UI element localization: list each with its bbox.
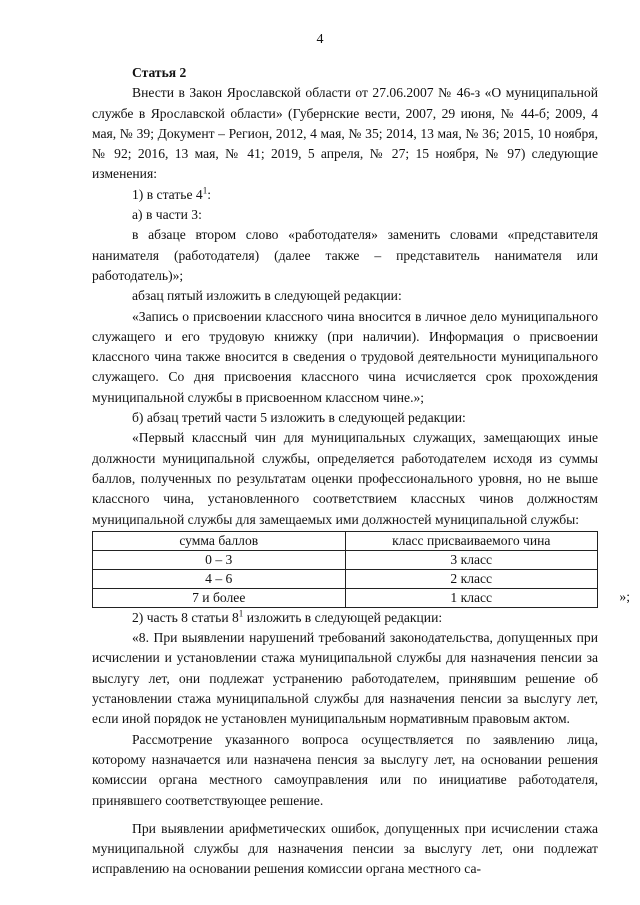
item-2-sup: 1	[238, 608, 244, 619]
paragraph-arithmetic: При выявлении арифметических ошибок, допущенных при исчислении стажа муниципальной службы для назначения пенсии за выслугу лет, они подлежат исправлению на основании решения комиссии органа местного са-	[92, 820, 598, 877]
score-table	[92, 531, 598, 608]
paragraph-first-class: «Первый классный чин для муниципальных служащих, замещающих иные должности муниципальной службы, определяется работодателем исходя из суммы баллов, полученных по результатам оценки профессионального уровня, но не выше классного чина, установленного соответствием классных чинов должностям муниципальной службы для замещаемых ими должностей муниципальной службы:	[92, 430, 598, 527]
table-header-class: класс присваиваемого чина	[345, 531, 598, 550]
item-1-tail: :	[207, 186, 212, 202]
item-2	[92, 608, 598, 628]
table-row	[93, 569, 598, 588]
table-cell-score: 7 и более	[93, 588, 346, 607]
item-1-text: 1) в статье 4	[132, 186, 203, 202]
table-cell-score: 0 – 3	[93, 550, 346, 569]
item-1a: а) в части 3:	[132, 207, 202, 223]
table-cell-class: 3 класс	[345, 550, 598, 569]
paragraph-abzac-2: в абзаце втором слово «работодателя» заменить словами «представителя нанимателя (работодателя) (далее также – представитель нанимателя или работодатель)»;	[92, 227, 598, 283]
item-1	[92, 185, 598, 205]
table-row	[93, 588, 598, 607]
item-2-text: 2) часть 8 статьи 8	[132, 609, 239, 625]
document-body	[92, 63, 630, 880]
paragraph-part-8: «8. При выявлении нарушений требований законодательства, допущенных при исчислении и установлении стажа муниципальной службы для назначения пенсии за выслугу лет, они подлежат устранению работодателем, принявшим решение об установлении стажа муниципальной службы для назначения пенсии за выслугу лет, если иной порядок не установлен муниципальным нормативным правовым актом.	[92, 630, 598, 727]
table-cell-class: 2 класс	[345, 569, 598, 588]
table-header-score: сумма баллов	[93, 531, 346, 550]
article-intro: Внести в Закон Ярославской области от 27.06.2007 № 46-з «О муниципальной службе в Ярославской области» (Губернские вести, 2007, 29 июня, № 44-б; 2009, 4 мая, № 39; Документ – Регион, 2012, 4 мая, № 35; 2014, 13 мая, № 36; 2015, 10 ноября, № 92; 2016, 13 мая, № 41; 2019, 5 апреля, № 27; 15 ноября, № 97) следующие изменения:	[92, 85, 598, 182]
table-cell-class: 1 класс	[345, 588, 598, 607]
table-cell-score: 4 – 6	[93, 569, 346, 588]
paragraph-gap	[92, 811, 598, 819]
item-1b: б) абзац третий части 5 изложить в следующей редакции:	[132, 410, 466, 426]
page-number: 4	[316, 32, 324, 47]
item-1-sup: 1	[202, 185, 208, 196]
paragraph-review: Рассмотрение указанного вопроса осуществляется по заявлению лица, которому назначается или назначена пенсия за выслугу лет, на основании решения комиссии органа местного самоуправления или по инициативе работодателя, принявшего соответствующее решение.	[92, 731, 598, 808]
table-row	[93, 550, 598, 569]
table-closing-quote: »;	[619, 588, 630, 604]
article-heading: Статья 2	[132, 65, 187, 80]
score-table-wrap	[92, 531, 630, 608]
table-header-row	[93, 531, 598, 550]
paragraph-abzac-5-text: «Запись о присвоении классного чина вносится в личное дело муниципального служащего и его трудовую книжку (при наличии). Информация о присвоении классного чина также вносится в сведения о трудовой деятельности муниципального служащего. Со дня присвоения классного чина исчисляется срок прохождения муниципальной службы в присвоенном классном чине.»;	[92, 308, 598, 405]
item-2-tail: изложить в следующей редакции:	[243, 609, 443, 625]
paragraph-abzac-5-intro: абзац пятый изложить в следующей редакции:	[132, 288, 402, 304]
